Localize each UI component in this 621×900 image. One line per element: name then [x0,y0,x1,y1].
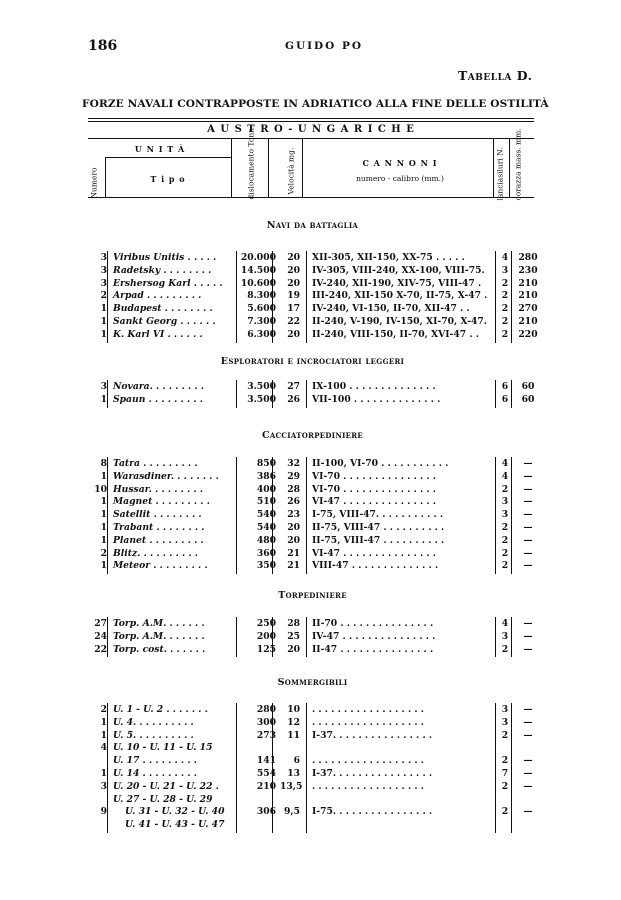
cell-tipo: Blitz. . . . . . . . . . [113,547,198,559]
rule-top-1 [88,118,534,119]
table-row [80,618,545,631]
vrule-cannoni [493,138,494,197]
table-row [80,381,545,394]
cell-tipo: Budapest . . . . . . . . [113,303,213,315]
section-title: Esploratori e incrociatori leggeri [220,356,405,367]
table-row [80,316,545,329]
cell-cor: 280 [518,252,538,263]
cell-vel: 21 [287,547,300,559]
cell-lan: 2 [501,316,509,327]
cell-tipo: U. 17 . . . . . . . . . [113,755,197,767]
rule-group [88,138,534,139]
cell-lan: 3 [501,716,509,728]
cell-can: III-240, XII-150 X-70, II-75, X-47 . [312,290,488,302]
cell-dis: 5.600 [247,303,276,315]
cell-tipo: Meteor . . . . . . . . . [113,560,208,572]
cell-tipo: Spaun . . . . . . . . . [113,393,203,405]
cell-cor: — [523,496,533,508]
table-row [80,278,545,291]
cell-lan: 2 [501,780,509,792]
cell-dis: 200 [256,630,276,642]
cell-dis: 6.300 [247,328,276,340]
rule-unita [105,157,231,158]
vrule-lanc [509,138,510,197]
cell-dis: 350 [256,560,276,572]
vrule-tipo [231,138,232,197]
cell-num: 3 [100,381,107,392]
table-row [80,458,545,471]
table-row [80,560,545,573]
cell-tipo: Satellit . . . . . . . . [113,509,202,521]
cell-can: IV-47 . . . . . . . . . . . . . . . [312,630,436,642]
cell-can: IX-100 . . . . . . . . . . . . . . [312,381,436,392]
cell-dis: 540 [256,509,276,521]
cell-lan: 3 [501,630,509,642]
cell-dis: 210 [256,780,276,792]
rule-header-bottom [88,197,534,198]
running-head: GUIDO PO [285,40,363,52]
cell-dis: 14.500 [240,264,276,276]
cell-can: IV-240, XII-190, XIV-75, VIII-47 . [312,277,482,289]
cell-tipo: U. 14 . . . . . . . . . [113,768,197,779]
cell-vel: 20 [287,522,300,533]
table-row [80,522,545,535]
cell-lan: 4 [501,470,509,482]
cell-vel: 12 [287,716,300,728]
cell-cor: — [523,806,533,818]
dislocamento-label: dislocamento Tonn. [246,125,256,200]
cell-vel: 28 [287,618,300,629]
cell-can: VII-100 . . . . . . . . . . . . . . [312,393,441,405]
table-row [80,631,545,644]
cell-can: I-75. . . . . . . . . . . . . . . . [312,806,433,818]
cell-vel: 19 [287,290,300,302]
cell-lan: 4 [501,618,509,629]
page-number: 186 [88,38,118,54]
cell-dis: 3.500 [247,393,276,405]
cell-num: 3 [100,780,107,792]
cell-cor: — [523,522,533,533]
cell-can: VI-47 . . . . . . . . . . . . . . . [312,496,436,508]
cell-tipo: Ershersog Karl . . . . . [113,277,223,289]
cell-cor: — [523,483,533,495]
table-row [80,819,545,832]
cannoni-sub-label: numero - calibro (mm.) [356,174,444,183]
cell-cor: 60 [521,381,535,392]
cell-tipo: Sankt Georg . . . . . . [113,316,216,327]
cell-num: 1 [100,496,107,508]
cell-cor: — [523,630,533,642]
cell-num: 3 [100,277,107,289]
cell-num: 9 [100,806,107,818]
cell-cor: — [523,458,533,469]
cell-num: 2 [100,547,107,559]
table-row [80,290,545,303]
cell-dis: 300 [256,716,276,728]
cell-vel: 32 [287,458,300,469]
cell-dis: 306 [256,806,276,818]
lanciasiluri-label: lanciasiluri N. [495,147,505,201]
cell-tipo: U. 41 - U. 43 - U. 47 [125,819,225,831]
table-row [80,496,545,509]
table-row [80,742,545,755]
cell-cor: 210 [518,316,538,327]
corazza-label: corazza mass. mm. [513,128,523,201]
cell-vel: 26 [287,393,300,405]
cell-vel: 20 [287,328,300,340]
cell-num: 27 [94,618,107,629]
cell-can: VI-47 . . . . . . . . . . . . . . . [312,547,436,559]
cell-lan: 4 [501,252,509,263]
cell-num: 1 [100,303,107,315]
tipo-label: T i p o [150,174,186,184]
cell-can: IV-305, VIII-240, XX-100, VIII-75. [312,264,485,276]
cell-vel: 17 [287,303,300,315]
cell-cor: — [523,704,533,715]
cell-num: 2 [100,704,107,715]
cell-tipo: K. Karl VI . . . . . . [113,328,203,340]
cannoni-label: C A N N O N I [362,158,438,168]
cell-can: II-240, V-190, IV-150, XI-70, X-47. [312,316,487,327]
cell-tipo: Magnet . . . . . . . . . [113,496,210,508]
table-row [80,794,545,807]
table-row [80,755,545,768]
cell-cor: — [523,780,533,792]
cell-num: 1 [100,316,107,327]
cell-cor: — [523,729,533,741]
cell-lan: 2 [501,729,509,741]
cell-num: 4 [100,742,107,754]
cell-can: . . . . . . . . . . . . . . . . . . [312,780,424,792]
cell-cor: 230 [518,264,538,276]
table-row [80,252,545,265]
group-label: A U S T R O - U N G A R I C H E [207,124,415,135]
cell-dis: 141 [256,755,276,767]
cell-num: 1 [100,393,107,405]
cell-dis: 273 [256,729,276,741]
cell-dis: 554 [256,768,276,779]
cell-cor: — [523,509,533,521]
cell-cor: — [523,716,533,728]
cell-lan: 2 [501,290,509,302]
cell-lan: 3 [501,496,509,508]
cell-vel: 20 [287,277,300,289]
cell-dis: 850 [256,458,276,469]
cell-dis: 510 [256,496,276,508]
cell-can: II-240, VIII-150, II-70, XVI-47 . . [312,328,479,340]
table-label: Tabella D. [458,68,533,83]
cell-can: VI-70 . . . . . . . . . . . . . . . [312,483,436,495]
cell-can: I-37. . . . . . . . . . . . . . . . [312,729,433,741]
cell-lan: 4 [501,458,509,469]
section-title: Sommergibili [277,677,348,688]
cell-can: II-75, VIII-47 . . . . . . . . . . [312,522,445,533]
cell-lan: 6 [501,393,509,405]
cell-cor: 210 [518,290,538,302]
cell-vel: 13,5 [280,780,303,792]
cell-dis: 20.000 [240,252,276,263]
cell-vel: 29 [287,470,300,482]
cell-vel: 25 [287,630,300,642]
cell-dis: 360 [256,547,276,559]
cell-cor: — [523,534,533,546]
cell-lan: 6 [501,381,509,392]
cell-vel: 21 [287,560,300,572]
cell-num: 1 [100,328,107,340]
cell-vel: 9,5 [284,806,300,818]
cell-can: I-37. . . . . . . . . . . . . . . . [312,768,433,779]
cell-vel: 10 [287,704,300,715]
cell-vel: 20 [287,534,300,546]
cell-cor: 60 [521,393,535,405]
cell-num: 1 [100,534,107,546]
table-row [80,394,545,407]
cell-tipo: Torp. A.M. . . . . . . [113,630,205,642]
cell-cor: 220 [518,328,538,340]
cell-dis: 386 [256,470,276,482]
cell-num: 1 [100,470,107,482]
cell-lan: 2 [501,547,509,559]
cell-dis: 250 [256,618,276,629]
cell-tipo: Radetsky . . . . . . . . [113,264,212,276]
cell-lan: 2 [501,483,509,495]
cell-dis: 280 [256,704,276,715]
cell-num: 2 [100,290,107,302]
section-title: Torpediniere [278,590,347,601]
rule-top-2 [88,121,534,122]
table-row [80,329,545,342]
cell-can: VI-70 . . . . . . . . . . . . . . . [312,470,436,482]
section-title: Cacciatorpediniere [261,430,364,441]
vrule-vel [302,138,303,197]
cell-vel: 23 [287,509,300,521]
cell-cor: — [523,470,533,482]
cell-num: 10 [94,483,107,495]
cell-can: II-70 . . . . . . . . . . . . . . . [312,618,434,629]
table-row [80,303,545,316]
table-row [80,265,545,278]
cell-vel: 20 [287,643,300,655]
cell-can: . . . . . . . . . . . . . . . . . . [312,716,424,728]
cell-vel: 22 [287,316,300,327]
vrule-numero [105,157,106,197]
cell-num: 24 [94,630,107,642]
table-row [80,781,545,794]
cell-lan: 2 [501,560,509,572]
cell-tipo: Warasdiner. . . . . . . . [113,470,219,482]
cell-can: II-47 . . . . . . . . . . . . . . . [312,643,434,655]
cell-num: 1 [100,716,107,728]
cell-tipo: Torp. A.M. . . . . . . [113,618,205,629]
table-row [80,730,545,743]
cell-can: . . . . . . . . . . . . . . . . . . [312,704,424,715]
cell-lan: 3 [501,264,509,276]
cell-can: XII-305, XII-150, XX-75 . . . . . [312,252,465,263]
cell-dis: 8.300 [247,290,276,302]
table-row [80,644,545,657]
cell-cor: — [523,768,533,779]
cell-can: VIII-47 . . . . . . . . . . . . . . [312,560,439,572]
cell-vel: 28 [287,483,300,495]
section-title: Navi da battaglia [266,220,359,231]
cell-vel: 20 [287,252,300,263]
table-row [80,717,545,730]
cell-cor: 210 [518,277,538,289]
cell-tipo: Arpad . . . . . . . . . [113,290,202,302]
cell-num: 8 [100,458,107,469]
cell-can: II-100, VI-70 . . . . . . . . . . . [312,458,449,469]
cell-num: 22 [94,643,107,655]
cell-dis: 125 [256,643,276,655]
cell-cor: — [523,643,533,655]
cell-lan: 2 [501,328,509,340]
cell-can: IV-240, VI-150, II-70, XII-47 . . [312,303,470,315]
cell-tipo: Novara. . . . . . . . . [113,381,204,392]
cell-num: 3 [100,264,107,276]
cell-cor: — [523,618,533,629]
cell-lan: 2 [501,303,509,315]
cell-num: 3 [100,252,107,263]
cell-vel: 6 [293,755,300,767]
cell-dis: 7.300 [247,316,276,327]
cell-dis: 3.500 [247,381,276,392]
cell-tipo: Viribus Unitis . . . . . [113,252,217,263]
table-title: FORZE NAVALI CONTRAPPOSTE IN ADRIATICO ALLA FINE DELLE OSTILITÀ [82,98,549,110]
cell-cor: — [523,547,533,559]
table-row [80,806,545,819]
cell-tipo: Hussar. . . . . . . . . [113,483,204,495]
cell-lan: 2 [501,522,509,533]
cell-tipo: Tatra . . . . . . . . . [113,458,198,469]
cell-lan: 3 [501,704,509,715]
vrule-dis [268,138,269,197]
cell-dis: 400 [256,483,276,495]
cell-lan: 7 [501,768,509,779]
cell-tipo: U. 20 - U. 21 - U. 22 . [113,780,219,792]
table-row [80,509,545,522]
cell-vel: 27 [287,381,300,392]
cell-cor: 270 [518,303,538,315]
cell-tipo: U. 5. . . . . . . . . . [113,729,194,741]
cell-num: 1 [100,560,107,572]
numero-label: Numero [89,167,99,199]
cell-cor: — [523,560,533,572]
cell-tipo: U. 31 - U. 32 - U. 40 [125,806,225,818]
table-row [80,548,545,561]
cell-vel: 11 [287,729,300,741]
unita-label: U N I T À [134,144,186,154]
table-row [80,704,545,717]
cell-can: . . . . . . . . . . . . . . . . . . [312,755,424,767]
cell-can: II-75, VIII-47 . . . . . . . . . . [312,534,445,546]
table-row [80,484,545,497]
cell-tipo: U. 1 - U. 2 . . . . . . . [113,704,208,715]
cell-lan: 2 [501,643,509,655]
cell-lan: 2 [501,755,509,767]
cell-dis: 10.600 [240,277,276,289]
cell-vel: 13 [287,768,300,779]
cell-tipo: U. 10 - U. 11 - U. 15 [113,742,213,754]
cell-lan: 2 [501,534,509,546]
table-row [80,471,545,484]
cell-num: 1 [100,522,107,533]
cell-dis: 540 [256,522,276,533]
cell-tipo: U. 27 - U. 28 - U. 29 [113,793,213,805]
velocita-label: Velocità mg. [286,147,296,195]
cell-cor: — [523,755,533,767]
table-row [80,768,545,781]
cell-lan: 2 [501,277,509,289]
cell-can: I-75, VIII-47. . . . . . . . . . . [312,509,444,521]
cell-vel: 26 [287,496,300,508]
cell-tipo: U. 4. . . . . . . . . . [113,716,194,728]
cell-lan: 3 [501,509,509,521]
cell-num: 1 [100,729,107,741]
cell-dis: 480 [256,534,276,546]
cell-lan: 2 [501,806,509,818]
cell-tipo: Planet . . . . . . . . . [113,534,204,546]
cell-vel: 20 [287,264,300,276]
table-row [80,535,545,548]
cell-tipo: Torp. cost. . . . . . . [113,643,206,655]
cell-num: 1 [100,768,107,779]
cell-tipo: Trabant . . . . . . . . [113,522,205,533]
cell-num: 1 [100,509,107,521]
